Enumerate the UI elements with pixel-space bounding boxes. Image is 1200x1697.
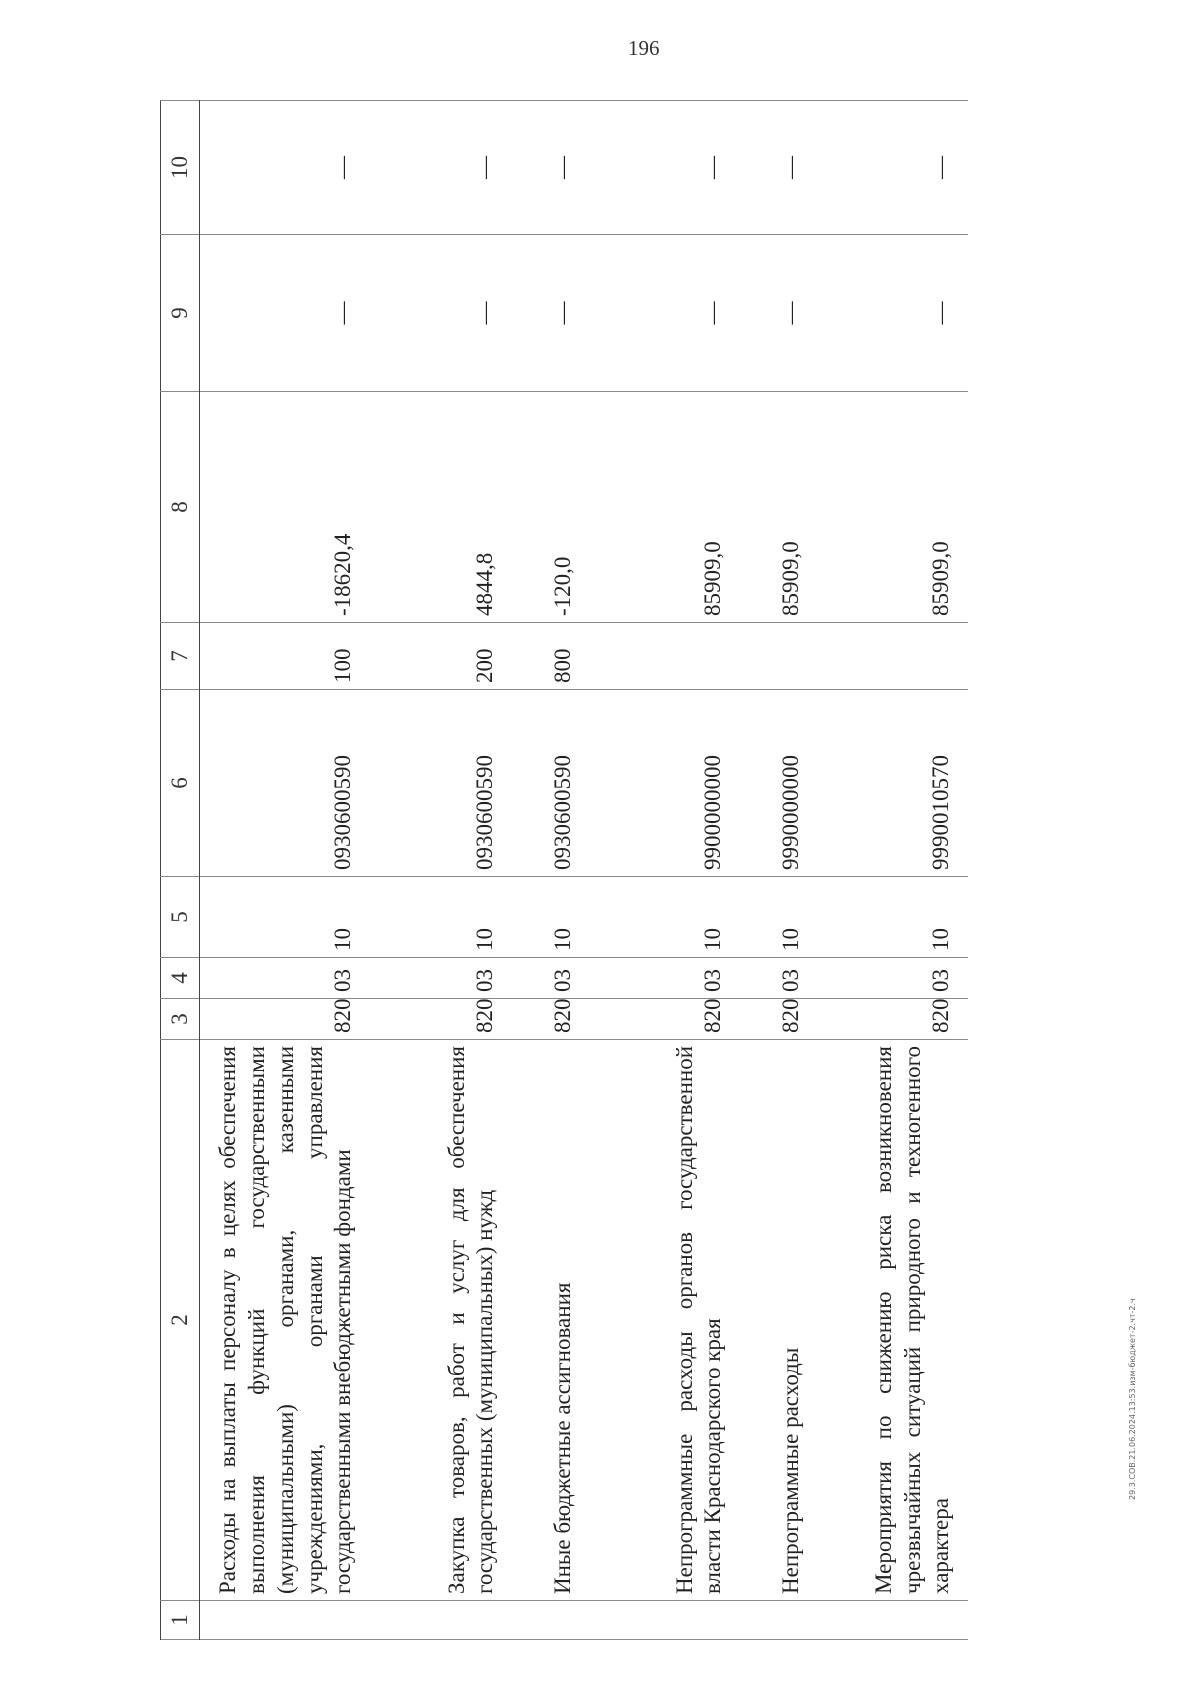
header-col-8: 8 <box>161 392 200 623</box>
cell-rz: 03 <box>200 958 371 999</box>
cell-vr: 800 <box>512 623 590 690</box>
cell-col1 <box>740 1601 818 1640</box>
page-number: 196 <box>628 36 660 60</box>
cell-col9: — <box>818 235 968 392</box>
cell-amount: 4844,8 <box>370 392 512 623</box>
header-col-3: 3 <box>161 999 200 1040</box>
cell-col1 <box>200 1601 371 1640</box>
header-col-10: 10 <box>161 101 200 235</box>
table-row <box>740 101 818 1640</box>
cell-rz: 03 <box>512 958 590 999</box>
cell-col10: — <box>200 101 371 235</box>
cell-csr: 9990000000 <box>740 690 818 877</box>
cell-amount: 85909,0 <box>818 392 968 623</box>
footer-stamp: 29.3.СОВ.21.06.2024.13:53.изм-бюджет-2.чт-2.ч <box>1128 1298 1137 1500</box>
header-col-6: 6 <box>161 690 200 877</box>
cell-ved: 820 <box>370 999 512 1040</box>
cell-csr: 0930600590 <box>512 690 590 877</box>
cell-vr: 200 <box>370 623 512 690</box>
cell-col9: — <box>512 235 590 392</box>
cell-col1 <box>818 1601 968 1640</box>
cell-rz: 03 <box>740 958 818 999</box>
cell-pr: 10 <box>370 877 512 958</box>
cell-vr: 100 <box>200 623 371 690</box>
cell-col10: — <box>818 101 968 235</box>
cell-csr: 9900000000 <box>590 690 740 877</box>
cell-col10: — <box>512 101 590 235</box>
table-row <box>818 101 968 1640</box>
cell-col10: — <box>740 101 818 235</box>
cell-col10: — <box>590 101 740 235</box>
table-row <box>370 101 512 1640</box>
cell-col1 <box>370 1601 512 1640</box>
cell-pr: 10 <box>818 877 968 958</box>
cell-expense-name: Закупка товаров, работ и услуг для обеспечения государственных (муниципальных) нужд <box>370 1040 512 1601</box>
cell-ved: 820 <box>740 999 818 1040</box>
header-col-4: 4 <box>161 958 200 999</box>
cell-rz: 03 <box>818 958 968 999</box>
header-col-5: 5 <box>161 877 200 958</box>
table-row <box>590 101 740 1640</box>
cell-csr: 0930600590 <box>200 690 371 877</box>
budget-table <box>160 100 968 1640</box>
cell-col9: — <box>200 235 371 392</box>
cell-amount: -120,0 <box>512 392 590 623</box>
cell-amount: 85909,0 <box>740 392 818 623</box>
cell-expense-name: Непрограммные расходы <box>740 1040 818 1601</box>
cell-col9: — <box>590 235 740 392</box>
cell-amount: -18620,4 <box>200 392 371 623</box>
cell-pr: 10 <box>740 877 818 958</box>
cell-expense-name: Непрограммные расходы органов государственной власти Краснодарского края <box>590 1040 740 1601</box>
cell-expense-name: Иные бюджетные ассигнования <box>512 1040 590 1601</box>
cell-col1 <box>590 1601 740 1640</box>
cell-vr <box>818 623 968 690</box>
cell-pr: 10 <box>590 877 740 958</box>
cell-expense-name: Мероприятия по снижению риска возникновения чрезвычайных ситуаций природного и техногенного характера <box>818 1040 968 1601</box>
cell-col10: — <box>370 101 512 235</box>
cell-vr <box>740 623 818 690</box>
table-row <box>200 101 371 1640</box>
cell-ved: 820 <box>590 999 740 1040</box>
cell-pr: 10 <box>200 877 371 958</box>
cell-col1 <box>512 1601 590 1640</box>
header-col-2: 2 <box>161 1040 200 1601</box>
cell-rz: 03 <box>370 958 512 999</box>
cell-vr <box>590 623 740 690</box>
cell-rz: 03 <box>590 958 740 999</box>
header-col-1: 1 <box>161 1601 200 1640</box>
cell-col9: — <box>370 235 512 392</box>
cell-pr: 10 <box>512 877 590 958</box>
table-row <box>512 101 590 1640</box>
cell-col9: — <box>740 235 818 392</box>
cell-expense-name: Расходы на выплаты персоналу в целях обеспечения выполнения функций государственными (муниципальными) органами, казенными учреждениями, органами управления государственными внебюджетными фондами <box>200 1040 371 1601</box>
cell-ved: 820 <box>512 999 590 1040</box>
cell-csr: 0930600590 <box>370 690 512 877</box>
rotated-table-container <box>160 100 1080 1640</box>
header-col-9: 9 <box>161 235 200 392</box>
header-row <box>161 101 200 1640</box>
cell-amount: 85909,0 <box>590 392 740 623</box>
cell-ved: 820 <box>200 999 371 1040</box>
cell-ved: 820 <box>818 999 968 1040</box>
cell-csr: 9990010570 <box>818 690 968 877</box>
header-col-7: 7 <box>161 623 200 690</box>
